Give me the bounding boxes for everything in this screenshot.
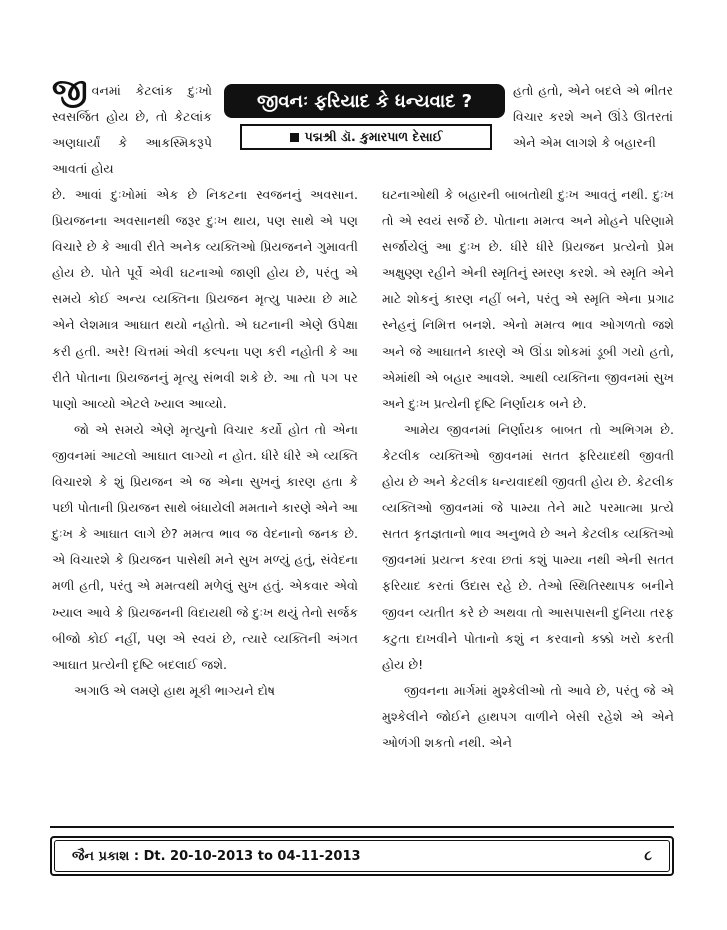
- paragraph: ઘટનાઓથી કે બહારની બાબતોથી દુઃખ આવતું નથી. દુઃખ તો એ સ્વયં સર્જે છે. પોતાના મમત્વ અને મોહને પરિણામે સર્જાયેલું આ દુઃખ છે. ધીરે ધીરે પ્રિયજન પ્રત્યેનો પ્રેમ અક્ષુણ્ણ રહીને એની સ્મૃતિનું સ્મરણ કરશે. એ સ્મૃતિ એને માટે શોકનું કારણ નહીં બને, પરંતુ એ સ્મૃતિ એના પ્રગાઢ સ્નેહનું નિમિત્ત બનશે. એનો મમત્વ ભાવ ઓગળતો જશે અને જે આઘાતને કારણે એ ઊંડા શોકમાં ડૂબી ગયો હતો, એમાંથી એ બહાર આવશે. આથી વ્યક્તિના જીવનમાં સુખ અને દુઃખ પ્રત્યેની દૃષ્ટિ નિર્ણાયક બને છે.: [382, 187, 674, 411]
- drop-cap: જી: [52, 73, 88, 108]
- right-column: [382, 182, 674, 756]
- paragraph: આમેય જીવનમાં નિર્ણાયક બાબત તો અભિગમ છે. કેટલીક વ્યક્તિઓ જીવનમાં સતત ફરિયાદથી જીવતી હોય છે અને કેટલીક ધન્યવાદથી જીવતી હોય છે. કેટલીક વ્યક્તિઓ જીવનમાં જે પામ્યા તેને માટે પરમાત્મા પ્રત્યે સતત કૃતજ્ઞતાનો ભાવ અનુભવે છે અને કેટલીક વ્યક્તિઓ જીવનમાં પ્રયત્ન કરવા છતાં કશું પામ્યા નથી એની સતત ફરિયાદ કરતાં ઉદાસ રહે છે. તેઓ સ્થિતિસ્થાપક બનીને જીવન વ્યતીત કરે છે અથવા તો આસપાસની દુનિયા તરફ કટુતા દાખવીને પોતાનો કશું ન કરવાનો કક્કો ખરો કરતી હોય છે!: [382, 421, 674, 672]
- author-name: પદ્મશ્રી ડૉ. કુમારપાળ દેસાઈ: [304, 129, 443, 144]
- page-number: ૮: [644, 848, 652, 864]
- author-byline: [240, 124, 492, 150]
- footer-divider: [50, 826, 674, 828]
- lead-paragraph-right: [513, 78, 673, 156]
- square-bullet-icon: [290, 133, 299, 142]
- publication-info: જૈન પ્રકાશ : Dt. 20-10-2013 to 04-11-2013: [72, 848, 361, 864]
- left-column: [52, 182, 358, 704]
- article-title-text: જીવનઃ ફરિયાદ કે ધન્યવાદ ?: [256, 90, 473, 112]
- paragraph: અગાઉ એ લમણે હાથ મૂકી ભાગ્યને દોષ: [74, 682, 275, 698]
- article-title: [224, 84, 505, 118]
- lead-text-left: વનમાં કેટલાંક દુઃખો સ્વસર્જિત હોય છે, તો કેટલાંક અણધાર્યાં કે આકસ્મિકરૂપે આવતાં હોય: [52, 83, 212, 177]
- lead-paragraph-left: [52, 73, 212, 182]
- paragraph: જીવનના માર્ગમાં મુશ્કેલીઓ તો આવે છે, પરંતુ જે એ મુશ્કેલીને જોઈને હાથપગ વાળીને બેસી રહેશે એ એને ઓળંગી શકતો નથી. એને: [382, 682, 674, 750]
- page-footer: [50, 836, 674, 876]
- paragraph: જો એ સમયે એણે મૃત્યુનો વિચાર કર્યો હોત તો એના જીવનમાં આટલો આઘાત લાગ્યો ન હોત. ધીરે ધીરે એ વ્યક્તિ વિચારશે કે શું પ્રિયજન એ જ એના સુખનું કારણ હતા કે પછી પોતાની પ્રિયજન સાથે બંધાયેલી મમતાને કારણે એને આ દુઃખ કે આઘાત લાગે છે? મમત્વ ભાવ જ વેદનાનો જનક છે. એ વિચારશે કે પ્રિયજન પાસેથી મને સુખ મળ્યું હતું, સંવેદના મળી હતી, પરંતુ એ મમત્વથી મળેલું સુખ હતું. એકવાર એવો ખ્યાલ આવે કે પ્રિયજનની વિદાયથી જે દુઃખ થયું તેનો સર્જક બીજો કોઈ નહીં, પણ એ સ્વયં છે, ત્યારે વ્યક્તિની અંગત આઘાત પ્રત્યેની દૃષ્ટિ બદલાઈ જશે.: [52, 421, 358, 672]
- lead-text-right: હતો હતો, એને બદલે એ ભીતર વિચાર કરશે અને ઊંડે ઊતરતાં એને એમ લાગશે કે બહારની: [513, 83, 673, 151]
- paragraph: છે. આવાં દુઃખોમાં એક છે નિકટના સ્વજનનું અવસાન. પ્રિયજનના અવસાનથી જરૂર દુઃખ થાય, પણ સાથે એ પણ વિચારે છે કે આવી રીતે અનેક વ્યક્તિઓ પ્રિયજનને ગુમાવતી હોય છે. પોતે પૂર્વે એવી ઘટનાઓ જાણી હોય છે, પરંતુ એ સમયે કોઈ અન્ય વ્યક્તિના પ્રિયજન મૃત્યુ પામ્યા છે માટે એને લેશમાત્ર આઘાત થયો નહોતો. એ ઘટનાની એણે ઉપેક્ષા કરી હતી. અરે! ચિત્તમાં એવી કલ્પના પણ કરી નહોતી કે આ રીતે પોતાના પ્રિયજનનું મૃત્યુ સંભવી શકે છે. આ તો પગ પર પાણો આવ્યો એટલે ખ્યાલ આવ્યો.: [52, 187, 358, 411]
